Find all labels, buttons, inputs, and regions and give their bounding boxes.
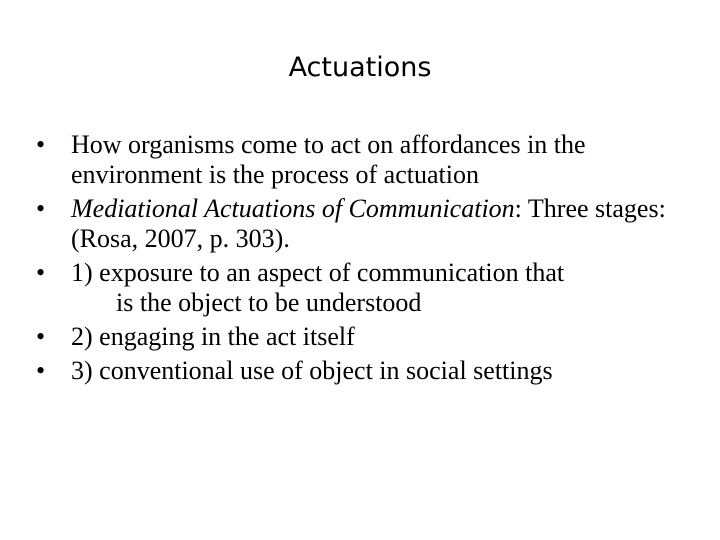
- bullet-text: 2) engaging in the act itself: [71, 322, 355, 351]
- bullet-italic-term: Mediational Actuations of Communication: [71, 194, 515, 223]
- bullet-item-stage-1: [36, 258, 696, 318]
- bullet-text-line-1: 1) exposure to an aspect of communication that: [71, 258, 565, 287]
- slide-title: Actuations: [288, 52, 432, 83]
- bullet-list: [36, 130, 696, 390]
- bullet-marker: •: [36, 356, 46, 385]
- bullet-item-stage-3: [36, 356, 696, 386]
- bullet-marker: •: [36, 130, 46, 159]
- bullet-item-actuation: [36, 130, 696, 190]
- bullet-text: How organisms come to act on affordances in the environment is the process of actuation: [71, 130, 586, 189]
- bullet-item-stage-2: [36, 322, 696, 352]
- bullet-text-line-2: is the object to be understood: [116, 288, 422, 317]
- bullet-marker: •: [36, 258, 46, 287]
- bullet-item-mediational-actuations: [36, 194, 696, 254]
- bullet-text: 3) conventional use of object in social settings: [71, 356, 553, 385]
- bullet-marker: •: [36, 322, 46, 351]
- bullet-marker: •: [36, 194, 46, 223]
- bullet-text: : Three stages: (Rosa, 2007, p. 303).: [71, 194, 666, 253]
